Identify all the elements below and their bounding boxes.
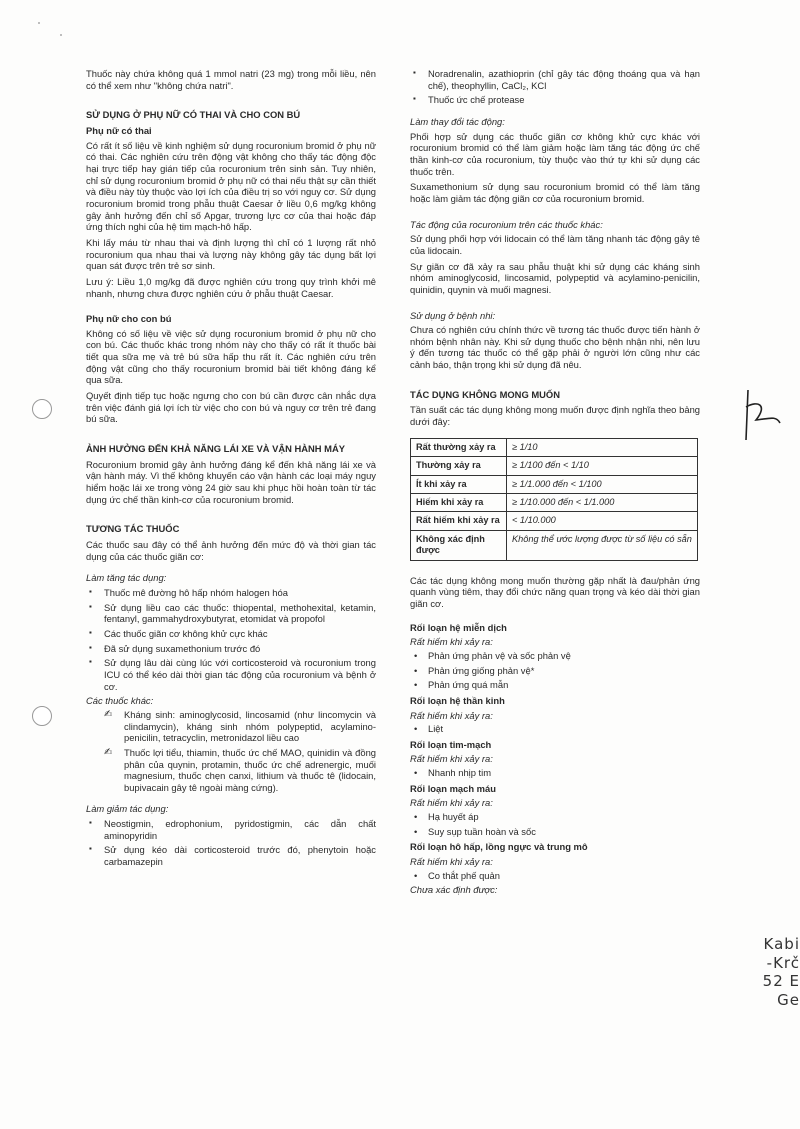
- respiratory-list: [410, 870, 700, 882]
- increase-effect-list: [86, 587, 376, 692]
- cardiac-list: [410, 767, 700, 779]
- pen-icon: ✍: [104, 708, 113, 720]
- list-item: ▪ Sử dụng kéo dài corticosteroid trước đó, phenytoin hoặc carbamazepin: [86, 844, 376, 867]
- other-drugs-list: [86, 709, 376, 794]
- paragraph: Khi lấy máu từ nhau thai và định lượng thì chỉ có 1 lượng rất nhỏ rocuronium qua nhau thai và lượng này không gây tác dụng bất lợi quan sát được trên trẻ sơ sinh.: [86, 236, 376, 272]
- table-row: Không xác định được Không thể ước lượng được từ số liệu có sẵn: [411, 530, 698, 560]
- list-item: ▪ Sử dụng lâu dài cùng lúc với corticosteroid và rocuronium trong ICU có thể kéo dài thời gian tác động của rocuronium và bệnh ở cơ.: [86, 657, 376, 692]
- pregnant-women-title: Phụ nữ có thai: [86, 124, 152, 136]
- list-item: ▪ Neostigmin, edrophonium, pyridostigmin, các dẫn chất aminopyridin: [86, 818, 376, 841]
- paragraph: Sự giãn cơ đã xảy ra sau phẫu thuật khi sử dụng các kháng sinh nhóm aminoglycosid, lincosamid, polypeptid và acylamino-penicilin, quinidin, quynin và muối magnesi.: [410, 260, 700, 295]
- very-rare-label: Rất hiếm khi xảy ra:: [410, 709, 493, 721]
- list-item: • Phản ứng giống phản vệ*: [410, 665, 700, 677]
- list-item: ▪ Thuốc mê đường hô hấp nhóm halogen hóa: [86, 587, 376, 599]
- list-item: ✍ Kháng sinh: aminoglycosid, lincosamid (như lincomycin và clindamycin), kháng sinh nhóm polypeptid, acylamino-penicilin, tetracyclin, metronidazol liều cao: [104, 708, 376, 744]
- list-item: ▪ Noradrenalin, azathioprin (chỉ gây tác động thoáng qua và hạn chế), theophyllin, CaCl₂, KCl: [410, 68, 700, 91]
- table-row: Ít khi xảy ra ≥ 1/1.000 đến < 1/100: [411, 475, 698, 493]
- paragraph: Có rất ít số liệu về kinh nghiệm sử dụng rocuronium bromid ở phụ nữ có thai. Các nghiên cứu trên động vật không cho thấy tác động độc hại trực tiếp hay gián tiếp của rocuronium trên sinh sản. Tuy nhiên, chỉ sử dụng rocuronium bromid ở phụ nữ có thai nếu thật sự cần thiết và điều này tùy thuộc vào lợi ích của điều trị so với nguy cơ. Sử dụng rocuronium bromid trong phẫu thuật Caesar ở liều 0,6 mg/kg không gây ảnh hưởng đến chỉ số Apgar, trương lực cơ của thai hoặc đáp ứng thích nghi của hệ tim mạch-hô hấp.: [86, 139, 376, 233]
- driving-heading: ẢNH HƯỞNG ĐẾN KHẢ NĂNG LÁI XE VÀ VẬN HÀNH MÁY: [86, 443, 346, 455]
- very-rare-label: Rất hiếm khi xảy ra:: [410, 856, 493, 868]
- interactions-heading: TƯƠNG TÁC THUỐC: [86, 523, 180, 535]
- pediatric-title: Sử dụng ở bệnh nhi:: [410, 309, 496, 321]
- increase-effect-title: Làm tăng tác dụng:: [86, 572, 167, 584]
- list-item: ▪ Thuốc ức chế protease: [410, 94, 700, 106]
- vascular-list: [410, 811, 700, 837]
- paragraph: Các thuốc sau đây có thể ảnh hưởng đến mức độ và thời gian tác dụng của các thuốc giãn cơ:: [86, 539, 376, 562]
- adverse-effects-heading: TÁC DỤNG KHÔNG MONG MUỐN: [410, 388, 560, 400]
- paragraph: Suxamethonium sử dụng sau rocuronium bromid có thể làm tăng hoặc làm giảm tác động giãn cơ của rocuronium bromid.: [410, 181, 700, 204]
- paragraph: Không có số liệu về việc sử dụng rocuronium bromid ở phụ nữ cho con bú. Các thuốc khác trong nhóm này cho thấy có rất ít thuốc bài tiết qua sữa mẹ và trẻ bú sữa hấp thu rất ít. Các nghiên cứu trên động vật cũng cho thấy rocuronium bromid bài tiết không đáng kể qua sữa.: [86, 327, 376, 386]
- table-row: Thường xảy ra ≥ 1/100 đến < 1/10: [411, 457, 698, 475]
- nervous-title: Rối loạn hệ thần kinh: [410, 694, 505, 706]
- cardiac-title: Rối loạn tim-mạch: [410, 738, 492, 750]
- change-effect-title: Làm thay đổi tác động:: [410, 115, 505, 127]
- paragraph: Tần suất các tác dụng không mong muốn được định nghĩa theo bảng dưới đây:: [410, 404, 700, 428]
- pregnancy-heading: SỬ DỤNG Ở PHỤ NỮ CÓ THAI VÀ CHO CON BÚ: [86, 109, 301, 121]
- punch-hole: [32, 706, 52, 726]
- list-item: • Phản ứng phản vệ và sốc phản vệ: [410, 650, 700, 662]
- very-rare-label: Rất hiếm khi xảy ra:: [410, 753, 493, 765]
- paragraph: Chưa có nghiên cứu chính thức về tương tác thuốc được tiến hành ở nhóm bệnh nhân này. Khi sử dụng thuốc cho bệnh nhận nhi, nên lưu ý đến tương tác thuốc có thể gặp phải ở người lớn cũng như các cảnh báo, thận trọng khi sử dụng đã nêu.: [410, 324, 700, 371]
- table-row: Rất hiếm khi xảy ra < 1/10.000: [411, 512, 698, 530]
- paragraph: Phối hợp sử dụng các thuốc giãn cơ không khử cực khác với rocuronium bromid có thể làm giảm hoặc làm tăng tác động ức chế thần kinh-cơ của rocuronium, tùy thuộc vào thứ tự khi sử dụng các thuốc trên.: [410, 130, 700, 177]
- list-item: • Hạ huyết áp: [410, 811, 700, 823]
- table-row: Hiếm khi xảy ra ≥ 1/10.000 đến < 1/1.000: [411, 493, 698, 511]
- undetermined-label: Chưa xác định được:: [410, 884, 498, 896]
- list-item: • Nhanh nhịp tim: [410, 767, 700, 779]
- breastfeeding-title: Phụ nữ cho con bú: [86, 313, 172, 325]
- list-item: • Liệt: [410, 723, 700, 735]
- paragraph: Các tác dụng không mong muốn thường gặp nhất là đau/phản ứng quanh vùng tiêm, thay đổi chức năng quan trọng và kéo dài thời gian giãn cơ.: [410, 574, 700, 609]
- table-row: Rất thường xảy ra ≥ 1/10: [411, 438, 698, 456]
- punch-hole: [32, 399, 52, 419]
- very-rare-label: Rất hiếm khi xảy ra:: [410, 797, 493, 809]
- decrease-effect-list: [86, 818, 376, 868]
- vascular-title: Rối loạn mạch máu: [410, 782, 496, 794]
- continued-list: [410, 68, 700, 106]
- paragraph: Quyết định tiếp tục hoặc ngưng cho con bú cần được cân nhắc dựa trên việc đánh giá lợi ích từ việc cho con bú và nguy cơ trên trẻ đang bú sữa.: [86, 390, 376, 425]
- list-item: • Co thắt phế quản: [410, 870, 700, 882]
- immune-list: [410, 650, 700, 691]
- decrease-effect-title: Làm giảm tác dụng:: [86, 803, 169, 815]
- list-item: ▪ Sử dụng liều cao các thuốc: thiopental, methohexital, ketamin, fentanyl, gammahydroxybutyrat, etomidat và propofol: [86, 602, 376, 625]
- very-rare-label: Rất hiếm khi xảy ra:: [410, 636, 493, 648]
- paragraph: Lưu ý: Liều 1,0 mg/kg đã được nghiên cứu trong quy trình khởi mê nhanh, nhưng chưa được nghiên cứu ở phẫu thuật Caesar.: [86, 275, 376, 299]
- scan-speck: [60, 34, 62, 36]
- list-item: • Phản ứng quá mẫn: [410, 679, 700, 691]
- pen-icon: ✍: [104, 746, 113, 758]
- left-column: [86, 68, 376, 871]
- list-item: ▪ Đã sử dụng suxamethonium trước đó: [86, 643, 376, 655]
- paragraph: Rocuronium bromid gây ảnh hưởng đáng kể đến khả năng lái xe và vận hành máy. Vì thế không khuyến cáo vận hành các loại máy nguy hiểm hoặc lái xe trong vòng 24 giờ sau khi phục hồi hoàn toàn từ tác dụng ức chế thần kinh-cơ của rocuronium bromid.: [86, 458, 376, 505]
- list-item: ✍ Thuốc lợi tiểu, thiamin, thuốc ức chế MAO, quinidin và đồng phân của quynin, protamin, thuốc ức chế adrenergic, muối magnesium, thuốc chẹn canxi, lithium và thuốc tê (lidocain, bupivacain gây tê ngoài màng cứng).: [104, 746, 376, 793]
- sodium-note: Thuốc này chứa không quá 1 mmol natri (23 mg) trong mỗi liều, nên có thể xem như "không chứa natri".: [86, 68, 376, 91]
- company-stamp-fragment: Kabi -Krč 52 E Ge: [762, 935, 800, 1009]
- right-column: [410, 68, 700, 898]
- list-item: • Suy sụp tuần hoàn và sốc: [410, 826, 700, 838]
- scan-speck: [38, 22, 40, 24]
- handwritten-signature: [738, 385, 788, 445]
- other-drugs-title: Các thuốc khác:: [86, 695, 154, 707]
- list-item: ▪ Các thuốc giãn cơ không khử cực khác: [86, 628, 376, 640]
- respiratory-title: Rối loạn hô hấp, lồng ngực và trung mô: [410, 841, 588, 853]
- immune-title: Rối loạn hệ miễn dịch: [410, 621, 507, 633]
- nervous-list: [410, 723, 700, 735]
- effect-on-other-drugs-title: Tác động của rocuronium trên các thuốc khác:: [410, 218, 603, 230]
- paragraph: Sử dụng phối hợp với lidocain có thể làm tăng nhanh tác động gây tê của lidocain.: [410, 233, 700, 256]
- frequency-table: [410, 438, 698, 561]
